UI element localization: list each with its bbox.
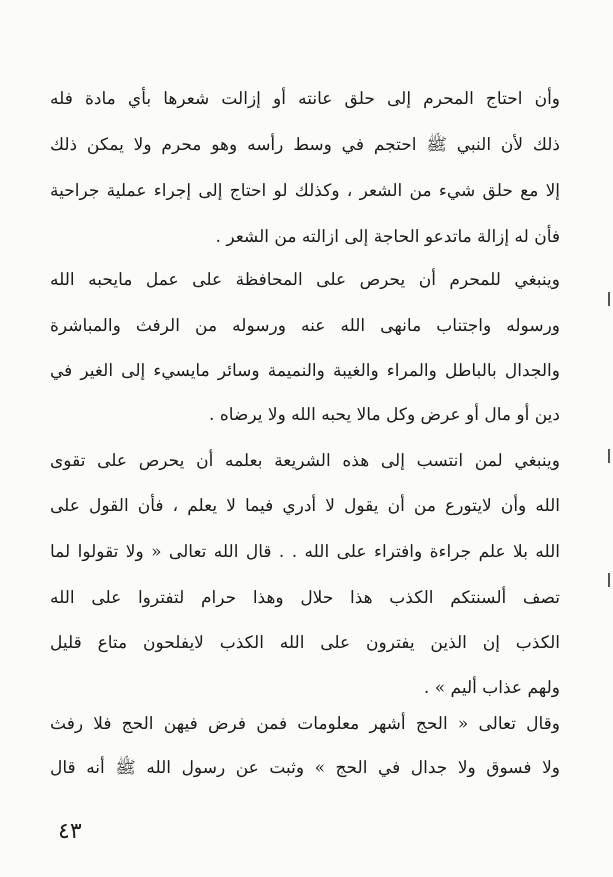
scan-edge-mark bbox=[608, 292, 610, 306]
text-line: ورسوله واجتناب مانهى الله عنه ورسوله من الرفث والمباشرة bbox=[50, 316, 560, 336]
text-line: إلا مع حلق شيء من الشعر ، وكذلك لو احتاج إلى إجراء عملية جراحية bbox=[50, 181, 560, 201]
text-line: الله بلا علم جراءة وافتراء على الله . . قال الله تعالى « ولا تقولوا لما bbox=[50, 542, 560, 562]
text-line: ذلك لأن النبي ﷺ احتجم في وسط رأسه وهو محرم ولا يمكن ذلك bbox=[50, 135, 560, 155]
text-line: دين أو مال أو عرض وكل مالا يحبه الله ولا يرضاه . bbox=[209, 405, 560, 425]
text-line: الكذب إن الذين يفترون على الله الكذب لايفلحون متاع قليل bbox=[50, 633, 560, 653]
text-line: ولا فسوق ولا جدال في الحج » وثبت عن رسول الله ﷺ أنه قال bbox=[50, 758, 560, 778]
text-line: وينبغي لمن انتسب إلى هذه الشريعة بعلمه أن يحرص على تقوى bbox=[50, 451, 560, 471]
text-line: ولهم عذاب أليم » . bbox=[423, 678, 560, 698]
text-line: وينبغي للمحرم أن يحرص على المحافظة على عمل مايحبه الله bbox=[50, 270, 560, 290]
text-line: والجدال بالباطل والمراء والغيبة والنميمة وسائر مايسيء إلى الغير في bbox=[50, 361, 560, 381]
page-number: ٤٣ bbox=[58, 819, 82, 844]
text-line: وقال تعالى « الحج أشهر معلومات فمن فرض فيهن الحج فلا رفث bbox=[50, 714, 560, 734]
text-line: وأن احتاج المحرم إلى حلق عانته أو إزالت شعرها بأي مادة فله bbox=[50, 89, 560, 109]
scan-edge-mark bbox=[608, 573, 610, 587]
text-line: فأن له إزالة ماتدعو الحاجة إلى ازالته من الشعر . bbox=[215, 227, 560, 247]
text-line: الله وأن لايتورع من أن يقول لا أدري فيما لا يعلم ، فأن القول على bbox=[50, 496, 560, 516]
scan-edge-mark bbox=[608, 449, 610, 463]
text-line: تصف ألسنتكم الكذب هذا حلال وهذا حرام لتفتروا على الله bbox=[50, 588, 560, 608]
